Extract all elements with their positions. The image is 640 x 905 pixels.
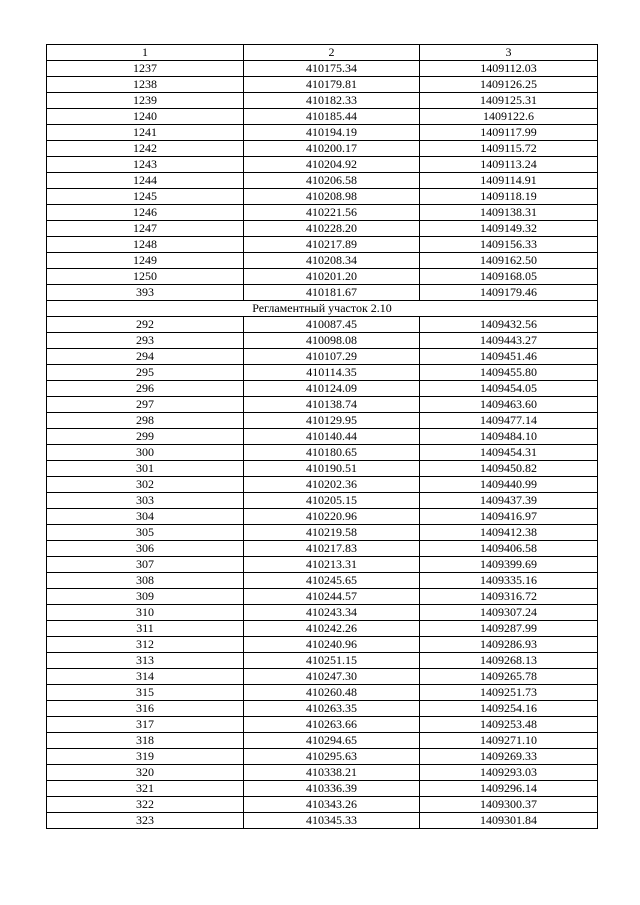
table-row (47, 429, 598, 445)
table-row (47, 333, 598, 349)
cell-x-coordinate: 410245.65 (244, 573, 420, 589)
cell-y-coordinate: 1409307.24 (420, 605, 598, 621)
cell-point-number: 303 (47, 493, 244, 509)
cell-y-coordinate: 1409117.99 (420, 125, 598, 141)
header-cell-y: 3 (420, 45, 598, 61)
cell-x-coordinate: 410263.35 (244, 701, 420, 717)
table-row (47, 269, 598, 285)
table-row (47, 381, 598, 397)
cell-y-coordinate: 1409293.03 (420, 765, 598, 781)
table-row (47, 445, 598, 461)
cell-y-coordinate: 1409399.69 (420, 557, 598, 573)
cell-y-coordinate: 1409254.16 (420, 701, 598, 717)
cell-x-coordinate: 410213.31 (244, 557, 420, 573)
cell-point-number: 321 (47, 781, 244, 797)
cell-point-number: 295 (47, 365, 244, 381)
table-row (47, 189, 598, 205)
cell-y-coordinate: 1409269.33 (420, 749, 598, 765)
cell-point-number: 1244 (47, 173, 244, 189)
cell-x-coordinate: 410244.57 (244, 589, 420, 605)
cell-point-number: 302 (47, 477, 244, 493)
cell-x-coordinate: 410114.35 (244, 365, 420, 381)
cell-x-coordinate: 410228.20 (244, 221, 420, 237)
cell-y-coordinate: 1409113.24 (420, 157, 598, 173)
cell-x-coordinate: 410345.33 (244, 813, 420, 829)
cell-x-coordinate: 410200.17 (244, 141, 420, 157)
cell-x-coordinate: 410208.34 (244, 253, 420, 269)
cell-x-coordinate: 410343.26 (244, 797, 420, 813)
header-cell-x: 2 (244, 45, 420, 61)
cell-y-coordinate: 1409268.13 (420, 653, 598, 669)
cell-x-coordinate: 410263.66 (244, 717, 420, 733)
cell-x-coordinate: 410221.56 (244, 205, 420, 221)
cell-x-coordinate: 410247.30 (244, 669, 420, 685)
cell-x-coordinate: 410206.58 (244, 173, 420, 189)
cell-y-coordinate: 1409287.99 (420, 621, 598, 637)
cell-point-number: 304 (47, 509, 244, 525)
cell-x-coordinate: 410217.89 (244, 237, 420, 253)
cell-point-number: 1249 (47, 253, 244, 269)
cell-point-number: 1240 (47, 109, 244, 125)
table-row (47, 797, 598, 813)
cell-y-coordinate: 1409138.31 (420, 205, 598, 221)
cell-x-coordinate: 410194.19 (244, 125, 420, 141)
cell-point-number: 1242 (47, 141, 244, 157)
table-row (47, 653, 598, 669)
cell-y-coordinate: 1409463.60 (420, 397, 598, 413)
table-row (47, 701, 598, 717)
cell-y-coordinate: 1409450.82 (420, 461, 598, 477)
table-row (47, 509, 598, 525)
cell-point-number: 317 (47, 717, 244, 733)
table-row (47, 221, 598, 237)
table-row (47, 781, 598, 797)
cell-x-coordinate: 410205.15 (244, 493, 420, 509)
cell-y-coordinate: 1409451.46 (420, 349, 598, 365)
cell-x-coordinate: 410190.51 (244, 461, 420, 477)
table-row (47, 733, 598, 749)
table-row (47, 669, 598, 685)
cell-y-coordinate: 1409432.56 (420, 317, 598, 333)
table-row (47, 237, 598, 253)
cell-y-coordinate: 1409265.78 (420, 669, 598, 685)
cell-point-number: 309 (47, 589, 244, 605)
table-row (47, 157, 598, 173)
table-row (47, 413, 598, 429)
table-row (47, 573, 598, 589)
cell-x-coordinate: 410243.34 (244, 605, 420, 621)
table-row (47, 765, 598, 781)
cell-y-coordinate: 1409443.27 (420, 333, 598, 349)
cell-point-number: 320 (47, 765, 244, 781)
table-row (47, 253, 598, 269)
cell-x-coordinate: 410204.92 (244, 157, 420, 173)
cell-point-number: 1243 (47, 157, 244, 173)
cell-point-number: 312 (47, 637, 244, 653)
cell-point-number: 310 (47, 605, 244, 621)
cell-y-coordinate: 1409253.48 (420, 717, 598, 733)
table-row (47, 141, 598, 157)
cell-y-coordinate: 1409416.97 (420, 509, 598, 525)
cell-x-coordinate: 410179.81 (244, 77, 420, 93)
table-row (47, 397, 598, 413)
cell-point-number: 318 (47, 733, 244, 749)
table-row (47, 173, 598, 189)
table-row (47, 589, 598, 605)
cell-y-coordinate: 1409168.05 (420, 269, 598, 285)
cell-point-number: 307 (47, 557, 244, 573)
cell-y-coordinate: 1409437.39 (420, 493, 598, 509)
table-row (47, 77, 598, 93)
table-row (47, 637, 598, 653)
table-row (47, 285, 598, 301)
cell-point-number: 1250 (47, 269, 244, 285)
cell-point-number: 301 (47, 461, 244, 477)
cell-x-coordinate: 410182.33 (244, 93, 420, 109)
cell-x-coordinate: 410140.44 (244, 429, 420, 445)
table-row (47, 557, 598, 573)
cell-point-number: 305 (47, 525, 244, 541)
table-row (47, 61, 598, 77)
cell-point-number: 1238 (47, 77, 244, 93)
cell-point-number: 315 (47, 685, 244, 701)
cell-point-number: 1241 (47, 125, 244, 141)
cell-point-number: 323 (47, 813, 244, 829)
cell-y-coordinate: 1409484.10 (420, 429, 598, 445)
cell-point-number: 311 (47, 621, 244, 637)
cell-point-number: 1246 (47, 205, 244, 221)
table-row (47, 493, 598, 509)
cell-point-number: 314 (47, 669, 244, 685)
table-row (47, 621, 598, 637)
cell-point-number: 293 (47, 333, 244, 349)
table-row (47, 477, 598, 493)
cell-point-number: 299 (47, 429, 244, 445)
cell-x-coordinate: 410219.58 (244, 525, 420, 541)
cell-point-number: 298 (47, 413, 244, 429)
table-row (47, 125, 598, 141)
cell-point-number: 294 (47, 349, 244, 365)
table-row (47, 717, 598, 733)
cell-x-coordinate: 410201.20 (244, 269, 420, 285)
table-header-row (47, 45, 598, 61)
table-row (47, 541, 598, 557)
cell-x-coordinate: 410251.15 (244, 653, 420, 669)
cell-point-number: 316 (47, 701, 244, 717)
table-row (47, 461, 598, 477)
cell-x-coordinate: 410260.48 (244, 685, 420, 701)
table-row (47, 365, 598, 381)
table-row (47, 685, 598, 701)
table-row (47, 349, 598, 365)
cell-y-coordinate: 1409125.31 (420, 93, 598, 109)
table-row (47, 205, 598, 221)
cell-y-coordinate: 1409455.80 (420, 365, 598, 381)
table-row (47, 317, 598, 333)
cell-y-coordinate: 1409271.10 (420, 733, 598, 749)
cell-x-coordinate: 410242.26 (244, 621, 420, 637)
cell-x-coordinate: 410240.96 (244, 637, 420, 653)
cell-y-coordinate: 1409440.99 (420, 477, 598, 493)
table-row (47, 813, 598, 829)
cell-y-coordinate: 1409179.46 (420, 285, 598, 301)
cell-y-coordinate: 1409454.05 (420, 381, 598, 397)
cell-point-number: 322 (47, 797, 244, 813)
cell-y-coordinate: 1409296.14 (420, 781, 598, 797)
cell-y-coordinate: 1409112.03 (420, 61, 598, 77)
cell-point-number: 308 (47, 573, 244, 589)
cell-point-number: 1248 (47, 237, 244, 253)
cell-x-coordinate: 410180.65 (244, 445, 420, 461)
cell-x-coordinate: 410129.95 (244, 413, 420, 429)
cell-point-number: 1245 (47, 189, 244, 205)
cell-point-number: 296 (47, 381, 244, 397)
cell-point-number: 306 (47, 541, 244, 557)
cell-y-coordinate: 1409162.50 (420, 253, 598, 269)
table-row (47, 605, 598, 621)
table-row (47, 749, 598, 765)
table-row (47, 109, 598, 125)
cell-y-coordinate: 1409122.6 (420, 109, 598, 125)
cell-point-number: 300 (47, 445, 244, 461)
cell-y-coordinate: 1409300.37 (420, 797, 598, 813)
cell-point-number: 319 (47, 749, 244, 765)
cell-x-coordinate: 410336.39 (244, 781, 420, 797)
cell-point-number: 393 (47, 285, 244, 301)
cell-y-coordinate: 1409118.19 (420, 189, 598, 205)
table-row (47, 93, 598, 109)
cell-y-coordinate: 1409286.93 (420, 637, 598, 653)
header-cell-point: 1 (47, 45, 244, 61)
cell-x-coordinate: 410098.08 (244, 333, 420, 349)
cell-x-coordinate: 410294.65 (244, 733, 420, 749)
cell-y-coordinate: 1409126.25 (420, 77, 598, 93)
cell-y-coordinate: 1409301.84 (420, 813, 598, 829)
cell-point-number: 1239 (47, 93, 244, 109)
cell-x-coordinate: 410087.45 (244, 317, 420, 333)
coordinates-table (46, 44, 598, 829)
cell-y-coordinate: 1409156.33 (420, 237, 598, 253)
section-title: Регламентный участок 2.10 (47, 301, 598, 317)
cell-x-coordinate: 410124.09 (244, 381, 420, 397)
cell-point-number: 1247 (47, 221, 244, 237)
cell-x-coordinate: 410185.44 (244, 109, 420, 125)
cell-x-coordinate: 410338.21 (244, 765, 420, 781)
cell-point-number: 1237 (47, 61, 244, 77)
cell-x-coordinate: 410217.83 (244, 541, 420, 557)
cell-x-coordinate: 410107.29 (244, 349, 420, 365)
cell-y-coordinate: 1409251.73 (420, 685, 598, 701)
cell-y-coordinate: 1409114.91 (420, 173, 598, 189)
cell-y-coordinate: 1409316.72 (420, 589, 598, 605)
cell-y-coordinate: 1409115.72 (420, 141, 598, 157)
cell-x-coordinate: 410175.34 (244, 61, 420, 77)
cell-x-coordinate: 410181.67 (244, 285, 420, 301)
cell-point-number: 292 (47, 317, 244, 333)
cell-y-coordinate: 1409454.31 (420, 445, 598, 461)
cell-x-coordinate: 410202.36 (244, 477, 420, 493)
cell-x-coordinate: 410138.74 (244, 397, 420, 413)
section-title-row (47, 301, 598, 317)
cell-x-coordinate: 410220.96 (244, 509, 420, 525)
cell-y-coordinate: 1409149.32 (420, 221, 598, 237)
cell-point-number: 313 (47, 653, 244, 669)
cell-point-number: 297 (47, 397, 244, 413)
cell-y-coordinate: 1409335.16 (420, 573, 598, 589)
cell-y-coordinate: 1409477.14 (420, 413, 598, 429)
cell-y-coordinate: 1409406.58 (420, 541, 598, 557)
cell-x-coordinate: 410295.63 (244, 749, 420, 765)
table-row (47, 525, 598, 541)
cell-y-coordinate: 1409412.38 (420, 525, 598, 541)
cell-x-coordinate: 410208.98 (244, 189, 420, 205)
